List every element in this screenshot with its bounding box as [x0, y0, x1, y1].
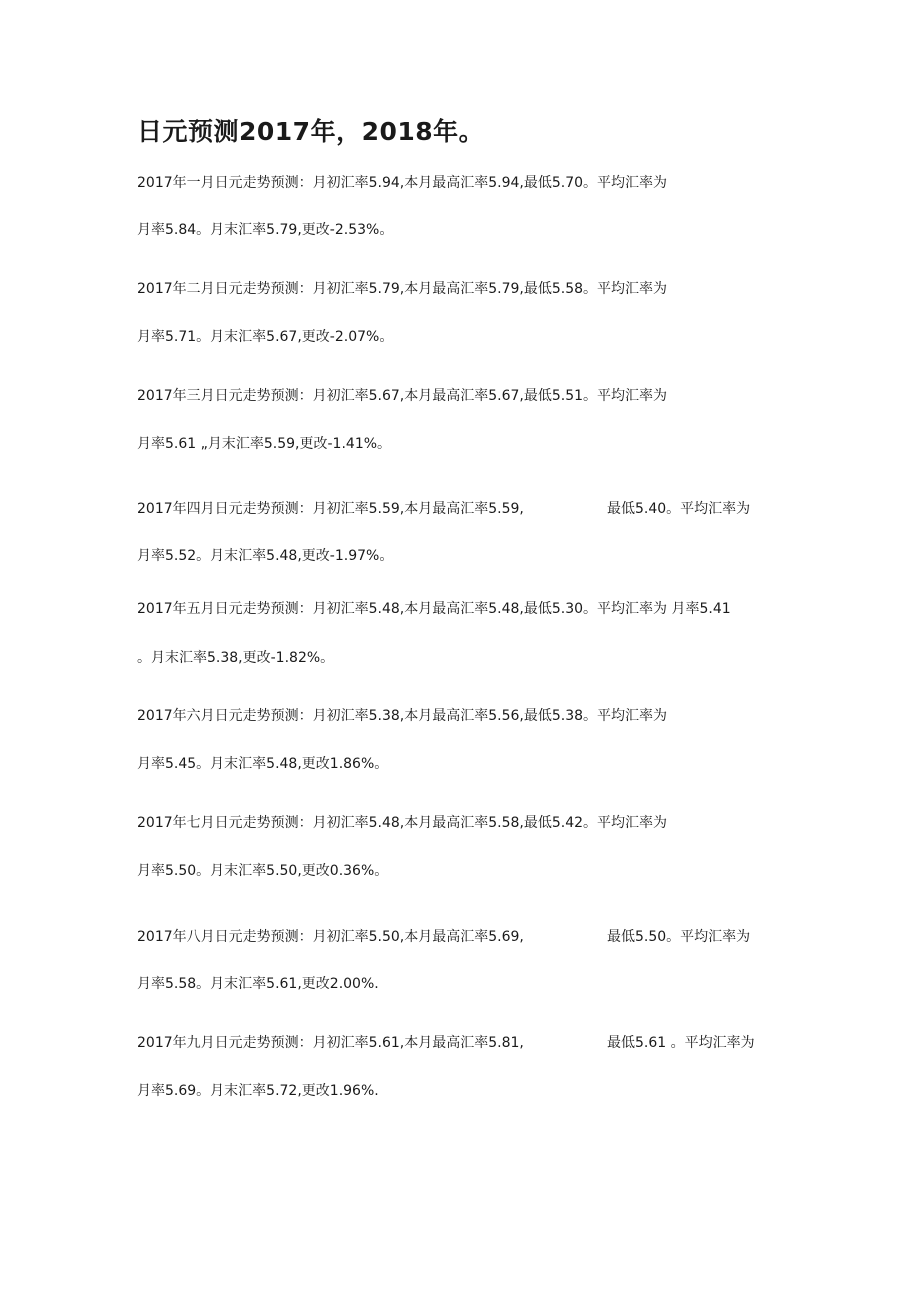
entry-august-line1: 2017年八月日元走势预测：月初汇率5.50,本月最高汇率5.69,	[137, 929, 524, 945]
entry-july-line1: 2017年七月日元走势预测：月初汇率5.48,本月最高汇率5.58,最低5.42。平均汇率为	[137, 815, 668, 831]
entry-september-line1: 2017年九月日元走势预测：月初汇率5.61,本月最高汇率5.81,	[137, 1035, 524, 1051]
entry-march-line1: 2017年三月日元走势预测：月初汇率5.67,本月最高汇率5.67,最低5.51。平均汇率为	[137, 388, 668, 404]
page-title: 日元预测2017年，2018年。	[137, 117, 485, 146]
entry-may-line2: 。月末汇率5.38,更改-1.82%。	[137, 650, 335, 666]
entry-april-line2: 月率5.52。月末汇率5.48,更改-1.97%。	[137, 548, 394, 564]
entry-july-line2: 月率5.50。月末汇率5.50,更改0.36%。	[137, 863, 389, 879]
entry-january-line2: 月率5.84。月末汇率5.79,更改-2.53%。	[137, 222, 394, 238]
entry-june-line2: 月率5.45。月末汇率5.48,更改1.86%。	[137, 756, 389, 772]
entry-september-line1-right: 最低5.61 。平均汇率为	[607, 1035, 755, 1051]
entry-april-line1-right: 最低5.40。平均汇率为	[607, 501, 751, 517]
entry-january-line1: 2017年一月日元走势预测：月初汇率5.94,本月最高汇率5.94,最低5.70。平均汇率为	[137, 175, 668, 191]
entry-june-line1: 2017年六月日元走势预测：月初汇率5.38,本月最高汇率5.56,最低5.38。平均汇率为	[137, 708, 668, 724]
entry-march-line2: 月率5.61 „月末汇率5.59,更改-1.41%。	[137, 436, 392, 452]
entry-february-line2: 月率5.71。月末汇率5.67,更改-2.07%。	[137, 329, 394, 345]
entry-august-line2: 月率5.58。月末汇率5.61,更改2.00%.	[137, 976, 379, 992]
entry-april-line1: 2017年四月日元走势预测：月初汇率5.59,本月最高汇率5.59,	[137, 501, 524, 517]
entry-february-line1: 2017年二月日元走势预测：月初汇率5.79,本月最高汇率5.79,最低5.58。平均汇率为	[137, 281, 668, 297]
entry-august-line1-right: 最低5.50。平均汇率为	[607, 929, 751, 945]
entry-september-line2: 月率5.69。月末汇率5.72,更改1.96%.	[137, 1083, 379, 1099]
entry-may-line1: 2017年五月日元走势预测：月初汇率5.48,本月最高汇率5.48,最低5.30。平均汇率为 月率5.41	[137, 601, 731, 617]
